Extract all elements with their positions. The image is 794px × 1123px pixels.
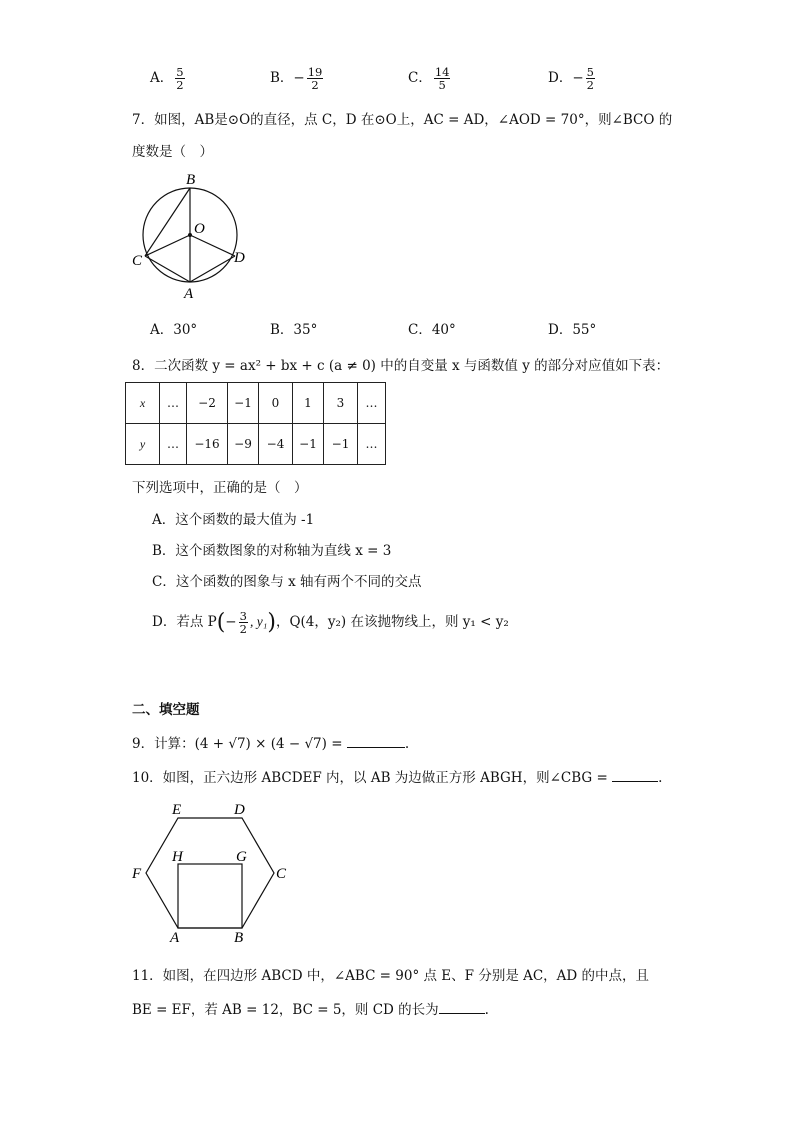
label-o: O	[194, 221, 205, 237]
fraction	[307, 66, 324, 91]
answer-blank[interactable]	[612, 781, 658, 782]
table-cell: 0	[259, 383, 293, 424]
fraction-numerator: 14	[434, 65, 450, 79]
value-table	[125, 382, 386, 465]
paren-open: (	[216, 610, 226, 635]
table-cell: …	[358, 424, 386, 465]
q11-end: .	[484, 1002, 489, 1018]
q9-text: 9．计算：(4 + √7) × (4 − √7) =	[132, 736, 343, 752]
q8-option-c: C．这个函数的图象与 x 轴有两个不同的交点	[152, 574, 422, 590]
q10-stem	[132, 766, 662, 786]
fraction-denominator: 2	[311, 78, 319, 92]
table-cell: −2	[187, 383, 228, 424]
option-letter: A．	[150, 70, 174, 86]
q8-stem: 8．二次函数 y = ax² + bx + c (a ≠ 0) 中的自变量 x 与函数值 y 的部分对应值如下表：	[132, 358, 670, 374]
q10-end: .	[658, 770, 663, 786]
table-cell: −16	[187, 424, 228, 465]
fraction	[586, 66, 595, 91]
hexagon-figure	[128, 798, 298, 948]
option-letter: D．	[548, 70, 573, 86]
table-cell: …	[160, 383, 187, 424]
q8-option-d	[152, 610, 509, 635]
q7-option-a: A．30°	[150, 322, 198, 338]
table-cell: −1	[228, 383, 259, 424]
label-b: B	[186, 172, 196, 188]
fraction-denominator: 2	[586, 78, 594, 92]
q9-end: .	[404, 736, 410, 752]
q7-option-c: C．40°	[408, 322, 456, 338]
y1-term: , y₁	[249, 614, 268, 629]
fraction-numerator: 19	[307, 65, 323, 79]
label-c: C	[276, 866, 287, 882]
q10-text: 10．如图，正六边形 ABCDEF 内，以 AB 为边做正方形 ABGH，则∠CBG =	[132, 770, 608, 786]
q7-option-b: B．35°	[270, 322, 318, 338]
table-row-x	[126, 383, 386, 424]
answer-blank[interactable]	[439, 1013, 485, 1014]
section-heading: 二、填空题	[132, 702, 200, 718]
option-d-rest: ，Q(4，y₂) 在该抛物线上，则 y₁ < y₂	[275, 614, 509, 630]
option-d-prefix: D．若点 P	[152, 614, 217, 630]
q8-option-b: B．这个函数图象的对称轴为直线 x = 3	[152, 543, 392, 559]
fraction-numerator: 5	[176, 65, 184, 79]
label-h: H	[172, 849, 183, 865]
table-cell: −9	[228, 424, 259, 465]
table-cell: …	[358, 383, 386, 424]
square-abgh	[178, 864, 242, 928]
fraction-numerator: 3	[239, 609, 247, 623]
q9-stem	[132, 732, 409, 752]
segment-od	[190, 235, 235, 256]
table-cell: y	[126, 424, 160, 465]
table-cell: x	[126, 383, 160, 424]
label-c: C	[132, 253, 143, 269]
q6-option-a	[150, 66, 187, 91]
q7-option-d: D．55°	[548, 322, 597, 338]
label-d: D	[234, 250, 245, 266]
q11-stem-line1: 11．如图，在四边形 ABCD 中，∠ABC = 90° 点 E、F 分别是 AC，AD 的中点，且	[132, 968, 650, 984]
label-e: E	[172, 802, 182, 818]
q8-option-a: A．这个函数的最大值为 -1	[152, 512, 315, 528]
q11-stem-line2	[132, 998, 489, 1018]
option-letter: C．	[408, 70, 432, 86]
q6-option-d	[548, 66, 597, 91]
label-f: F	[132, 866, 142, 882]
answer-blank[interactable]	[347, 747, 405, 748]
table-cell: 3	[324, 383, 358, 424]
label-g: G	[236, 849, 247, 865]
chord-ad	[190, 256, 235, 282]
table-cell: −4	[259, 424, 293, 465]
fraction	[239, 610, 248, 635]
q8-prompt: 下列选项中，正确的是（ ）	[132, 480, 308, 496]
q7-stem-line1: 7．如图，AB是⊙O的直径，点 C，D 在⊙O上，AC = AD，∠AOD = 70°，则∠BCO 的	[132, 112, 673, 128]
fraction-denominator: 2	[239, 622, 247, 636]
table-cell: 1	[293, 383, 324, 424]
fraction	[434, 66, 451, 91]
table-cell: −1	[293, 424, 324, 465]
option-sign: −	[572, 70, 584, 86]
label-a: A	[184, 286, 194, 302]
q7-stem-line2: 度数是（ ）	[132, 144, 213, 160]
label-d: D	[234, 802, 245, 818]
q6-option-c	[408, 66, 452, 91]
q6-option-b	[270, 66, 325, 91]
label-a: A	[170, 930, 180, 946]
table-cell: …	[160, 424, 187, 465]
paren-close: )	[267, 610, 276, 635]
minus-sign: −	[225, 614, 237, 630]
option-letter: B．	[270, 70, 294, 86]
hexagon-abcdef	[146, 818, 274, 928]
fraction-denominator: 2	[176, 78, 184, 92]
fraction-denominator: 5	[438, 78, 446, 92]
table-row-y	[126, 424, 386, 465]
fraction	[175, 66, 184, 91]
chord-ca	[145, 256, 190, 282]
q11-text: BE = EF，若 AB = 12，BC = 5，则 CD 的长为	[132, 1002, 439, 1018]
fraction-numerator: 5	[586, 65, 594, 79]
center-dot	[188, 233, 192, 237]
circle-figure	[128, 168, 258, 303]
table-cell: −1	[324, 424, 358, 465]
option-sign: −	[293, 70, 305, 86]
label-b: B	[234, 930, 244, 946]
